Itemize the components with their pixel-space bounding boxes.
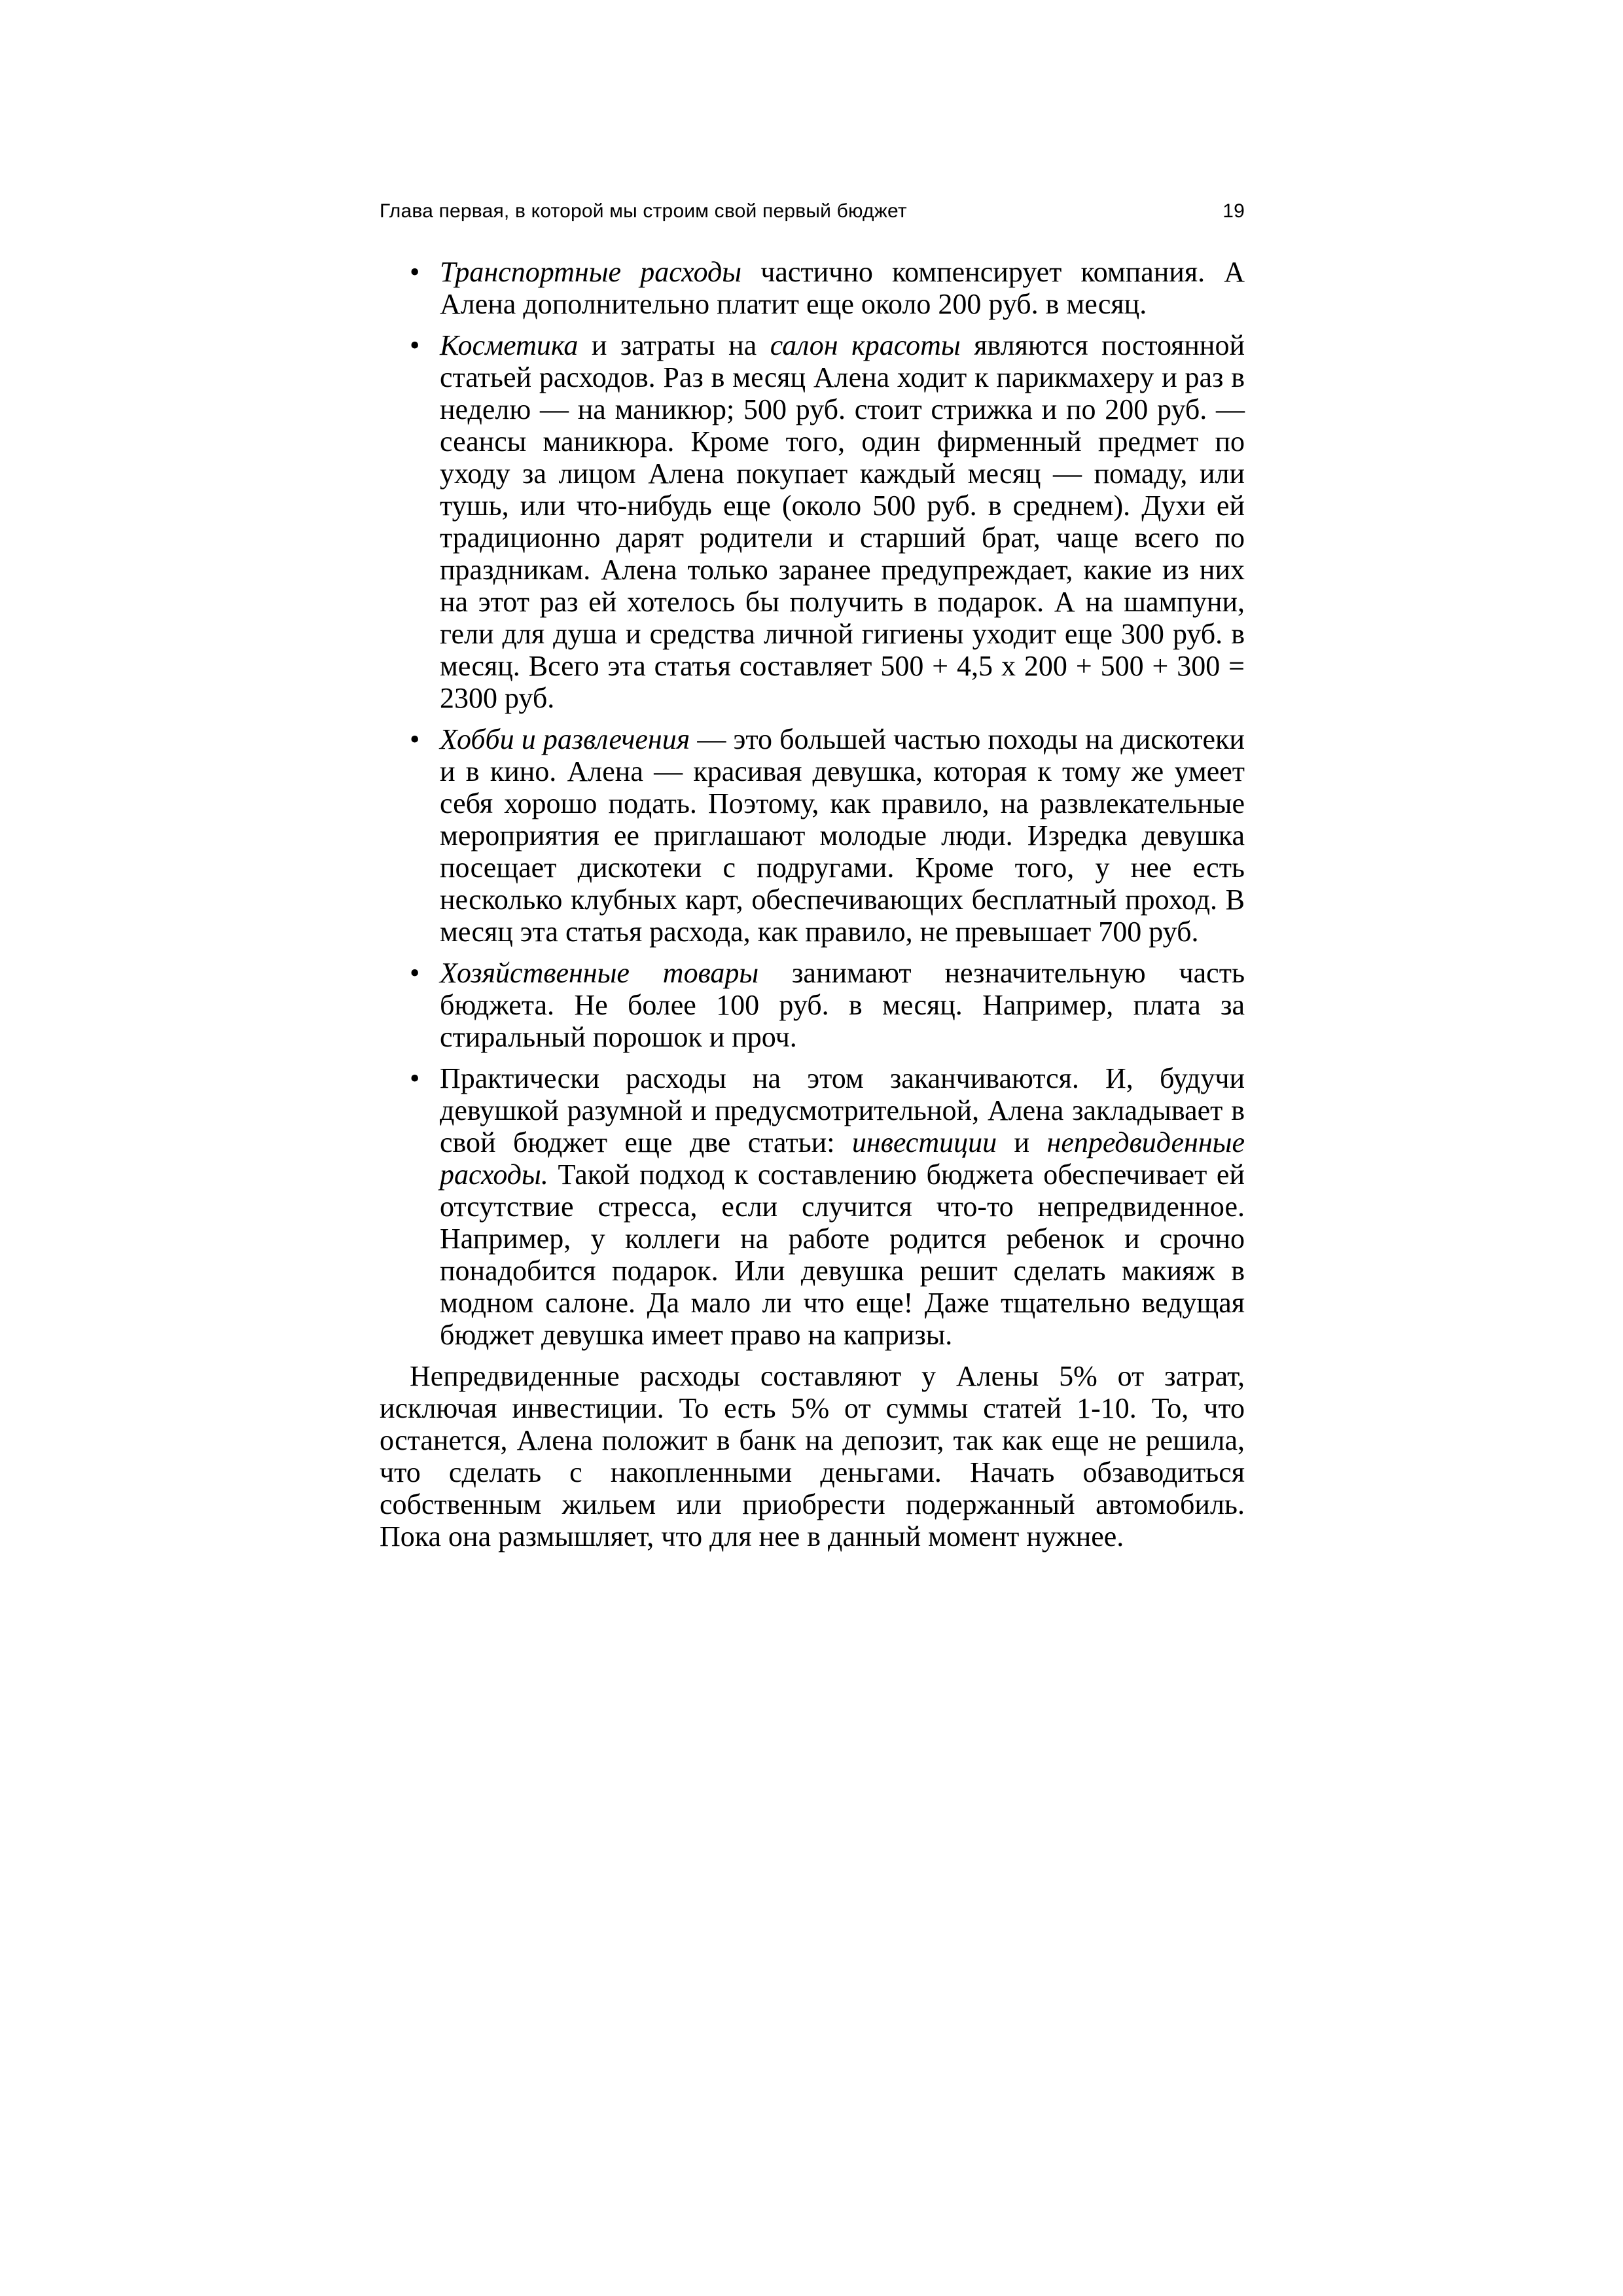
bullet-icon: • xyxy=(410,723,420,755)
item-text: Такой подход к составлению бюджета обеспечивает ей отсутствие стресса, если случится что-то непредвиденное. Например, у коллеги на работе родится ребенок и срочно понадобится подарок. Или девушка решит сделать макияж в модном салоне. Да мало ли что еще! Даже тщательно ведущая бюджет девушка имеет право на капризы. xyxy=(440,1158,1245,1351)
bullet-icon: • xyxy=(410,1062,420,1094)
list-item-cosmetics xyxy=(380,329,1245,714)
bullet-icon: • xyxy=(410,957,420,989)
item-text: являются постоянной статьей расходов. Раз в месяц Алена ходит к парикмахеру и раз в неделю — на маникюр; 500 руб. стоит стрижка и по 200 руб. — сеансы маникюра. Кроме того, один фирменный предмет по уходу за лицом Алена покупает каждый месяц — помаду, или тушь, или что-нибудь еще (около 500 руб. в среднем). Духи ей традиционно дарят родители и старший брат, чаще всего по праздникам. Алена только заранее предупреждает, какие из них на этот раз ей хотелось бы получить в подарок. А на шампуни, гели для душа и средства личной гигиены уходит еще 300 руб. в месяц. Всего эта статья составляет 500 + 4,5 х 200 + 500 + 300 = 2300 руб. xyxy=(440,329,1245,714)
bullet-icon: • xyxy=(410,256,420,288)
term-household: Хозяйственные товары xyxy=(440,957,759,989)
closing-paragraph: Непредвиденные расходы составляют у Алены 5% от затрат, исключая инвестиции. То есть 5% от суммы статей 1-10. То, что останется, Алена положит в банк на депозит, так как еще не решила, что сделать с накопленными деньгами. Начать обзаводиться собственным жильем или приобрести подержанный автомобиль. Пока она размышляет, что для нее в данный момент нужнее. xyxy=(380,1360,1245,1552)
bullet-icon: • xyxy=(410,329,420,361)
item-text: частично компенсирует компания. А Алена дополнительно платит еще около 200 руб. в месяц. xyxy=(440,256,1245,320)
term-unforeseen: непредвиденные расходы. xyxy=(440,1126,1245,1191)
expense-list xyxy=(380,256,1245,1351)
list-item-hobbies xyxy=(380,723,1245,948)
term-transport: Транспортные расходы xyxy=(440,256,742,288)
page-number: 19 xyxy=(1222,200,1245,222)
list-item-household xyxy=(380,957,1245,1053)
list-item-transport xyxy=(380,256,1245,320)
item-text: — это большей частью походы на дискотеки и в кино. Алена — красивая девушка, которая к тому же умеет себя хорошо подать. Поэтому, как правило, на развлекательные мероприятия ее приглашают молодые люди. Изредка девушка посещает дискотеки с подругами. Кроме того, у нее есть несколько клубных карт, обеспечивающих бесплатный проход. В месяц эта статья расхода, как правило, не превышает 700 руб. xyxy=(440,723,1245,948)
item-text: и xyxy=(997,1126,1047,1158)
term-beauty-salon: салон красоты xyxy=(770,329,961,361)
term-cosmetics: Косметика xyxy=(440,329,579,361)
term-hobbies: Хобби и развлечения xyxy=(440,723,690,755)
body-text xyxy=(380,256,1245,1552)
running-header xyxy=(380,195,1245,228)
item-text: и затраты на xyxy=(578,329,770,361)
chapter-title: Глава первая, в которой мы строим свой первый бюджет xyxy=(380,200,907,222)
item-text: Практически расходы на этом заканчиваются. И, будучи девушкой разумной и предусмотрительной, Алена закладывает в свой бюджет еще две статьи: xyxy=(440,1062,1245,1158)
item-text: занимают незначительную часть бюджета. Не более 100 руб. в месяц. Например, плата за стиральный порошок и проч. xyxy=(440,957,1245,1053)
term-investments: инвестиции xyxy=(851,1126,997,1158)
list-item-reserves xyxy=(380,1062,1245,1351)
